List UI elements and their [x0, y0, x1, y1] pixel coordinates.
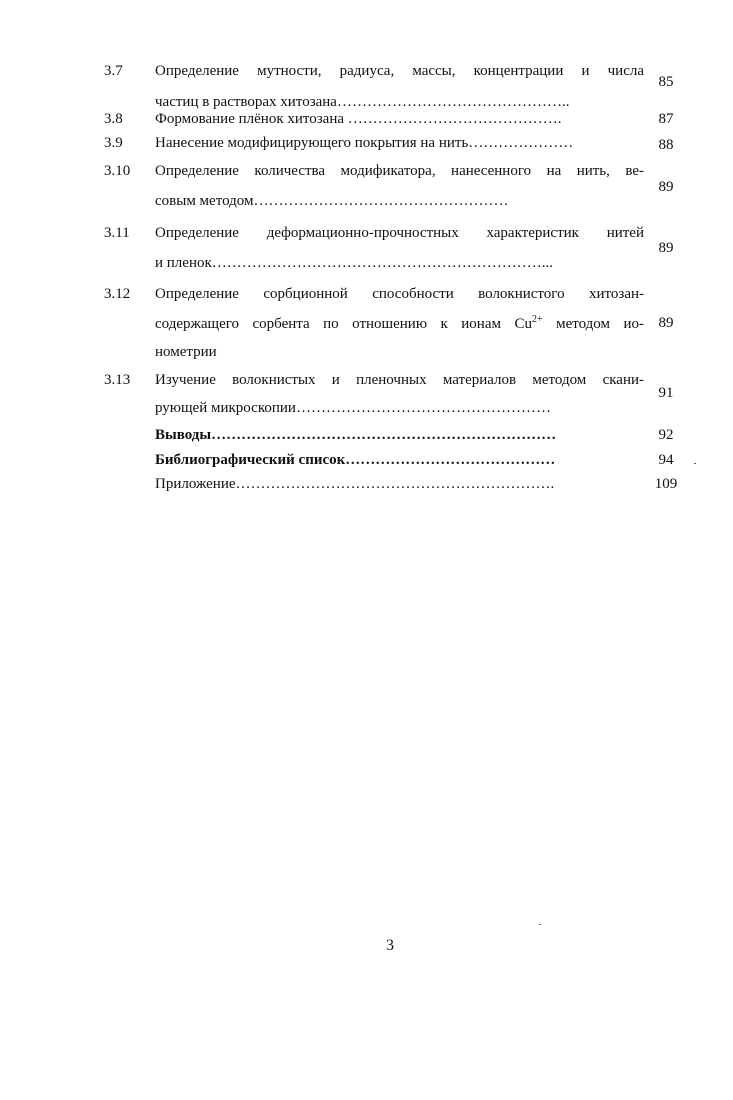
toc-number: 3.8: [104, 111, 123, 127]
toc-bibliography: [155, 449, 644, 471]
toc-number: 3.13: [104, 372, 131, 388]
scan-speck: [694, 463, 696, 464]
toc-page: 87: [658, 111, 674, 127]
toc-entry-text: [155, 108, 644, 130]
toc-conclusions: [155, 424, 644, 446]
toc-entry-text: [155, 160, 644, 212]
superscript: 2+: [531, 314, 543, 325]
scan-speck: [539, 924, 541, 925]
toc-line: Библиографический список……………………………………: [155, 452, 556, 468]
toc-line: нометрии: [155, 344, 217, 360]
toc-line: частиц в растворах хитозана………………………………………..: [155, 94, 570, 110]
toc-page: 91: [658, 385, 674, 401]
toc-line: совым методом……………………………………………: [155, 193, 509, 209]
toc-line: Приложение……………………………………………………….: [155, 476, 555, 492]
toc-line: рующей микроскопии……………………………………………: [155, 400, 551, 416]
toc-number: 3.12: [104, 286, 131, 302]
toc-entry-text: [155, 222, 644, 274]
toc-number: 3.7: [104, 63, 123, 79]
toc-line: Изучение волокнистых и пленочных материалов методом скани-: [155, 372, 644, 388]
toc-line: Определение сорбционной способности волокнистого хитозан-: [155, 286, 644, 302]
toc-appendix: [155, 473, 644, 495]
toc-line-part: методом ио-: [542, 316, 645, 332]
toc-line-part: содержащего сорбента по отношению к ионам Cu: [155, 316, 532, 332]
toc-line: Определение количества модификатора, нанесенного на нить, ве-: [155, 163, 644, 179]
toc-line: Определение мутности, радиуса, массы, концентрации и числа: [155, 63, 644, 79]
toc-page: 94: [658, 452, 674, 468]
toc-line: Определение деформационно-прочностных характеристик нитей: [155, 225, 644, 241]
toc-page: 89: [658, 315, 674, 331]
toc-number: 3.9: [104, 135, 123, 151]
toc-line: Нанесение модифицирующего покрытия на нить…………………: [155, 135, 574, 151]
toc-entry-text: [155, 60, 644, 113]
toc-number: 3.11: [104, 225, 130, 241]
toc-entry-text: [155, 132, 644, 154]
toc-line: [155, 313, 644, 341]
toc-line: Формование плёнок хитозана …………………………………….: [155, 111, 562, 127]
toc-entry-text: [155, 283, 644, 363]
toc-line: и пленок…………………………………………………………...: [155, 255, 554, 271]
page-number: 3: [386, 937, 394, 954]
toc-number: 3.10: [104, 163, 131, 179]
toc-page: 89: [658, 240, 674, 256]
toc-page: 85: [658, 74, 674, 90]
toc-page: 109: [654, 476, 678, 492]
toc-page: 88: [658, 137, 674, 153]
toc-page: 92: [658, 427, 674, 443]
toc-entry-text: [155, 369, 644, 419]
toc-page: 89: [658, 179, 674, 195]
toc-line: Выводы……………………………………………………………: [155, 427, 557, 443]
